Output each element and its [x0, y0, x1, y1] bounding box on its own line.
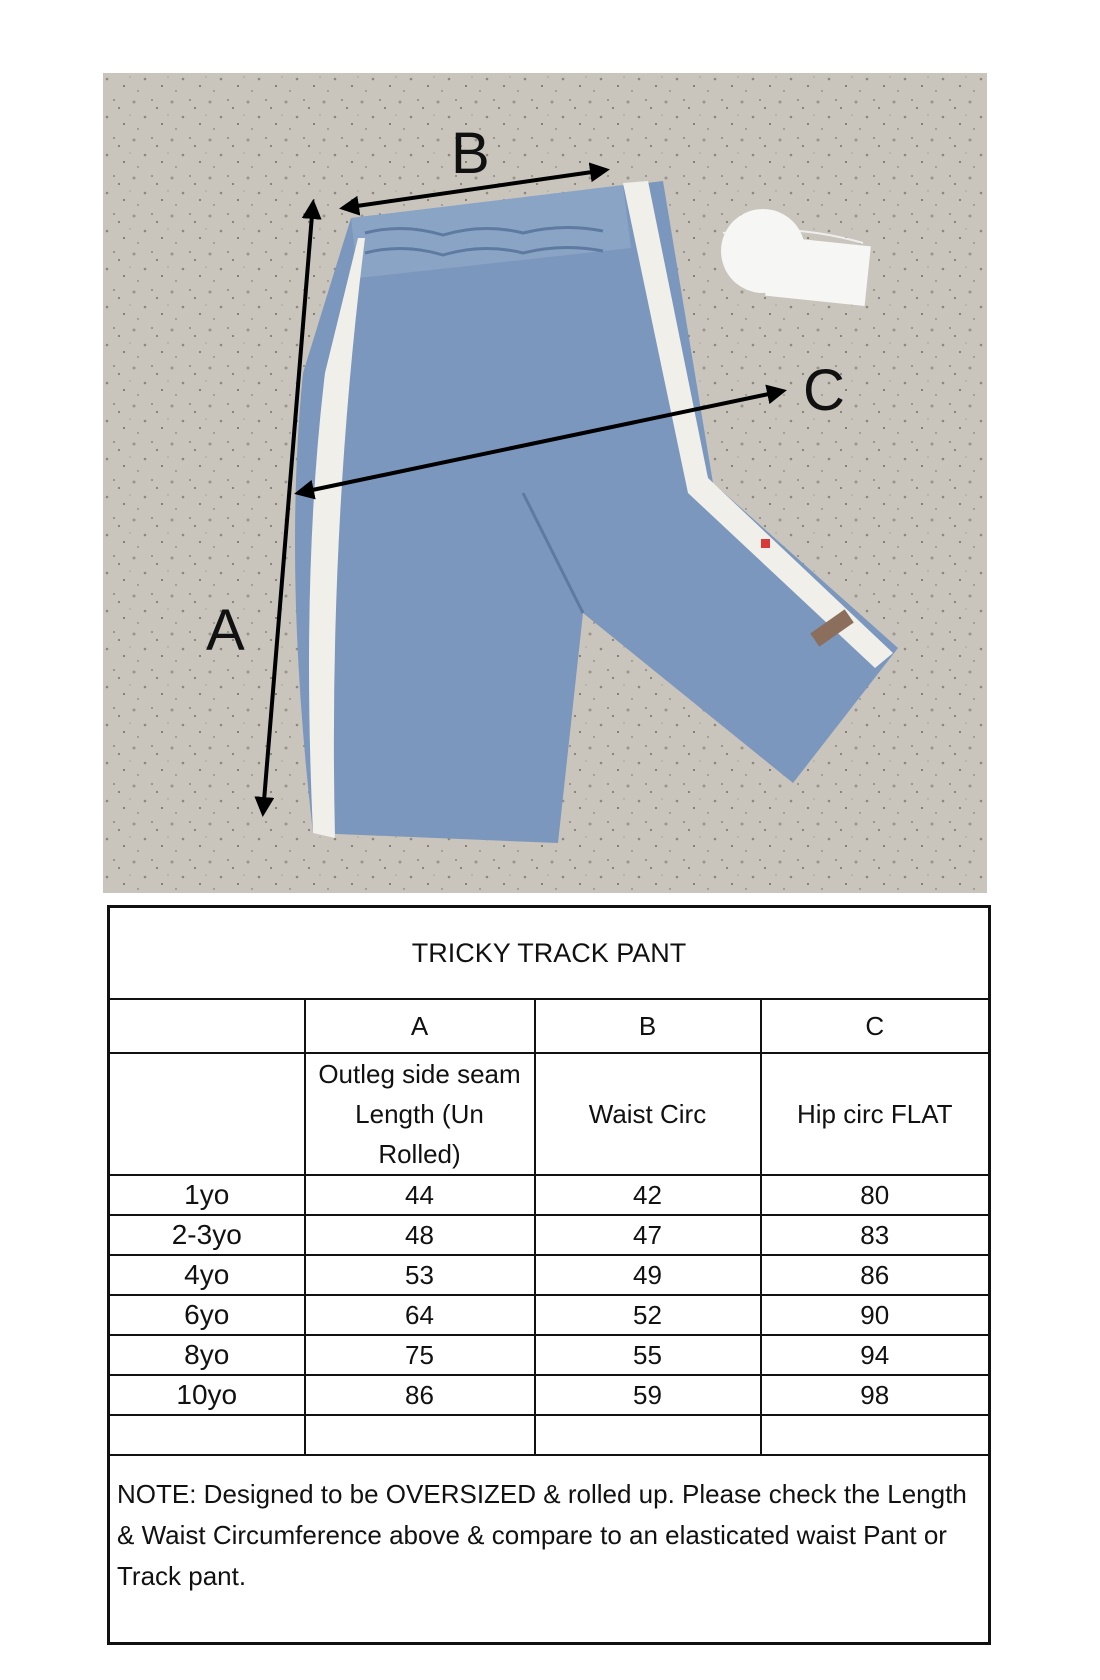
value-a: 48 [305, 1215, 535, 1255]
value-b: 55 [535, 1335, 761, 1375]
size-label: 4yo [109, 1255, 305, 1295]
table-row [109, 1175, 990, 1215]
size-label: 2-3yo [109, 1215, 305, 1255]
table-title: TRICKY TRACK PANT [109, 907, 990, 1000]
value-c: 83 [761, 1215, 990, 1255]
blank-cell [305, 1415, 535, 1455]
marker-b: B [451, 121, 490, 186]
size-label: 8yo [109, 1335, 305, 1375]
blank-cell [761, 1415, 990, 1455]
value-c: 94 [761, 1335, 990, 1375]
value-b: 52 [535, 1295, 761, 1335]
header-letter-b: B [535, 999, 761, 1053]
table-row [109, 1295, 990, 1335]
value-b: 42 [535, 1175, 761, 1215]
size-label: 1yo [109, 1175, 305, 1215]
header-letter-a: A [305, 999, 535, 1053]
value-b: 49 [535, 1255, 761, 1295]
value-b: 59 [535, 1375, 761, 1415]
table-row [109, 1215, 990, 1255]
size-label: 10yo [109, 1375, 305, 1415]
size-chart-table [107, 905, 991, 1645]
value-a: 64 [305, 1295, 535, 1335]
note-text: NOTE: Designed to be OVERSIZED & rolled up. Please check the Length & Waist Circumference above & compare to an elasticated waist Pant or Track pant. [109, 1455, 990, 1644]
empty-desc-cell [109, 1053, 305, 1175]
size-label: 6yo [109, 1295, 305, 1335]
marker-a: A [206, 598, 245, 663]
table-row [109, 1335, 990, 1375]
value-a: 53 [305, 1255, 535, 1295]
value-a: 44 [305, 1175, 535, 1215]
desc-waist: Waist Circ [535, 1053, 761, 1175]
value-b: 47 [535, 1215, 761, 1255]
header-letter-c: C [761, 999, 990, 1053]
marker-c: C [803, 358, 845, 423]
product-photo [103, 73, 987, 893]
table-row [109, 1375, 990, 1415]
value-c: 80 [761, 1175, 990, 1215]
table-row [109, 1255, 990, 1295]
empty-header-cell [109, 999, 305, 1053]
value-c: 86 [761, 1255, 990, 1295]
value-a: 75 [305, 1335, 535, 1375]
red-tag [761, 539, 770, 548]
value-c: 98 [761, 1375, 990, 1415]
desc-outleg: Outleg side seam Length (Un Rolled) [305, 1053, 535, 1175]
blank-row [109, 1415, 990, 1455]
value-c: 90 [761, 1295, 990, 1335]
desc-hip: Hip circ FLAT [761, 1053, 990, 1175]
blank-cell [535, 1415, 761, 1455]
blank-cell [109, 1415, 305, 1455]
value-a: 86 [305, 1375, 535, 1415]
